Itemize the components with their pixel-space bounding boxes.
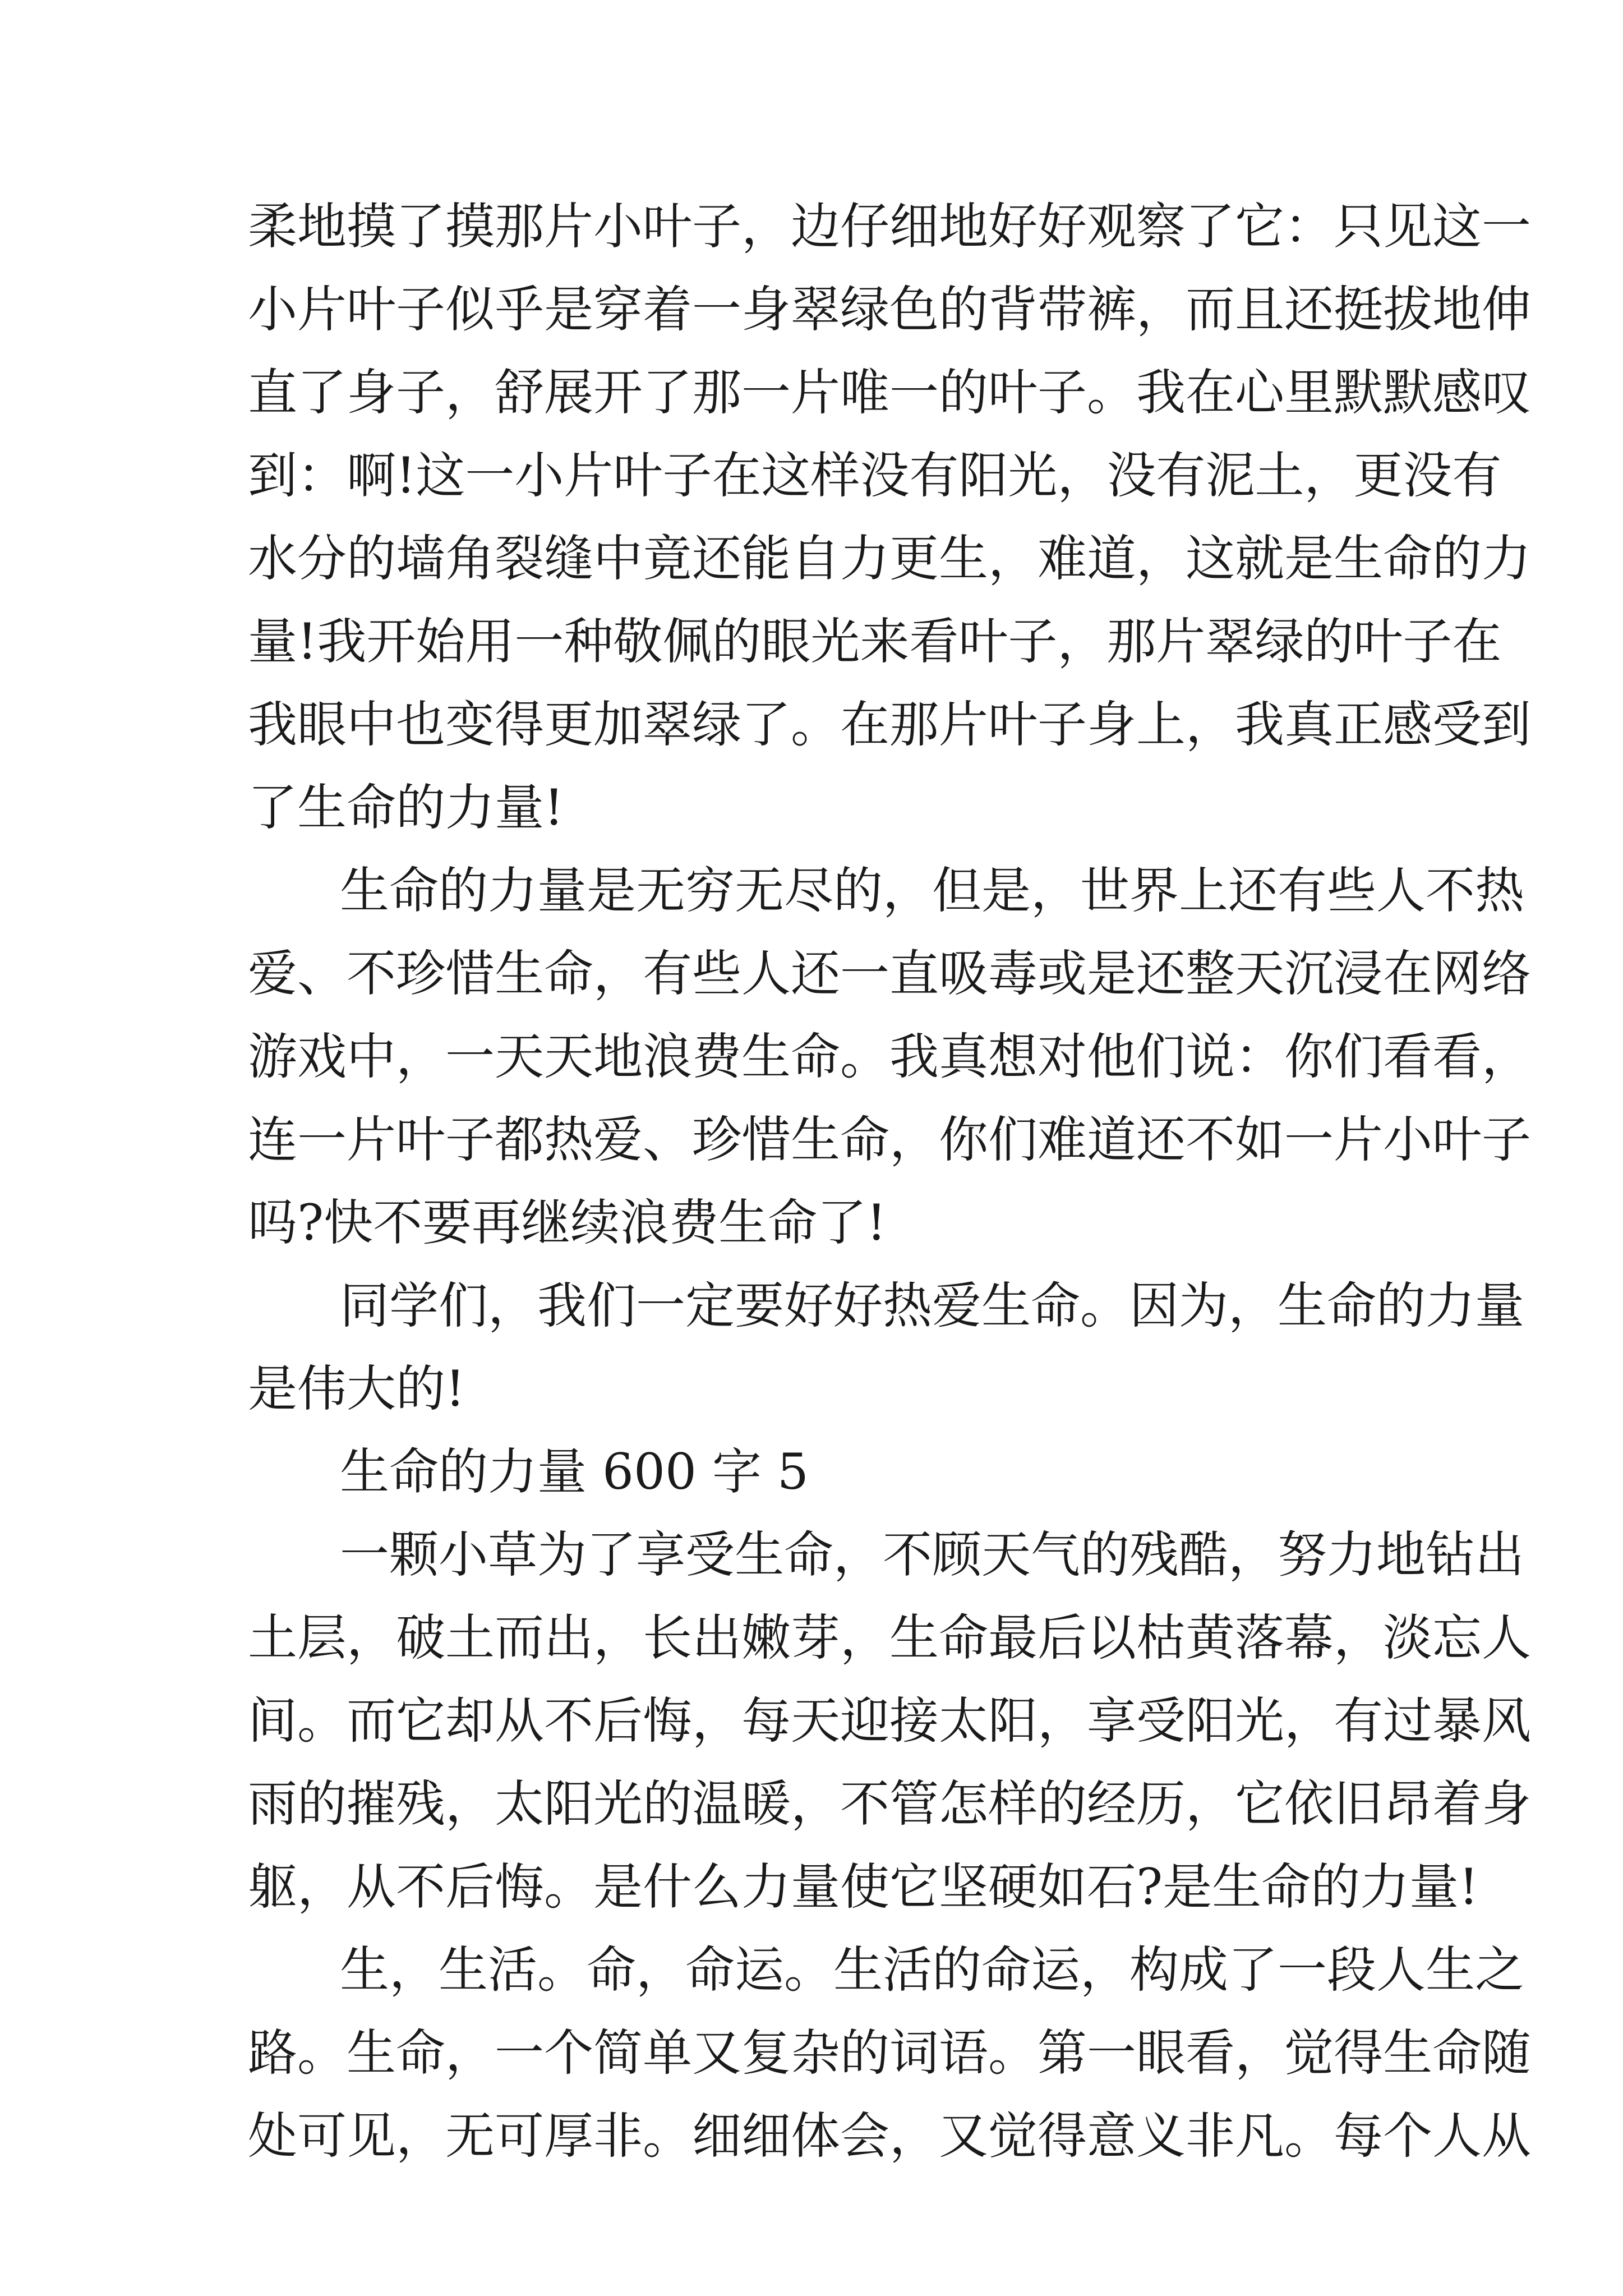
text-line: 直了身子，舒展开了那一片唯一的叶子。我在心里默默感叹	[248, 364, 1532, 421]
text-line: 雨的摧残，太阳光的温暖，不管怎样的经历，它依旧昂着身	[248, 1775, 1532, 1833]
text-line: 生，生活。命，命运。生活的命运，构成了一段人生之	[340, 1941, 1525, 1999]
text-line: 了生命的力量!	[248, 779, 564, 836]
text-line: 土层，破土而出，长出嫩芽，生命最后以枯黄落幕，淡忘人	[248, 1609, 1532, 1667]
text-line: 我眼中也变得更加翠绿了。在那片叶子身上，我真正感受到	[248, 696, 1532, 753]
text-line: 躯，从不后悔。是什么力量使它坚硬如石?是生命的力量!	[248, 1858, 1479, 1916]
text-line: 生命的力量 600 字 5	[340, 1443, 809, 1501]
text-line: 路。生命，一个简单又复杂的词语。第一眼看，觉得生命随	[248, 2024, 1532, 2082]
text-line: 同学们，我们一定要好好热爱生命。因为，生命的力量	[340, 1277, 1525, 1335]
text-line: 处可见，无可厚非。细细体会，又觉得意义非凡。每个人从	[248, 2107, 1532, 2165]
text-line: 一颗小草为了享受生命，不顾天气的残酷，努力地钻出	[340, 1526, 1525, 1584]
text-line: 量!我开始用一种敬佩的眼光来看叶子，那片翠绿的叶子在	[248, 613, 1502, 670]
text-line: 柔地摸了摸那片小叶子，边仔细地好好观察了它：只见这一	[248, 197, 1532, 255]
text-line: 是伟大的!	[248, 1360, 465, 1418]
text-line: 生命的力量是无穷无尽的，但是，世界上还有些人不热	[340, 862, 1525, 919]
document-body	[248, 185, 1532, 2178]
text-line: 小片叶子似乎是穿着一身翠绿色的背带裤，而且还挺拔地伸	[248, 280, 1532, 338]
text-line: 游戏中，一天天地浪费生命。我真想对他们说：你们看看，	[248, 1028, 1532, 1085]
text-line: 间。而它却从不后悔，每天迎接太阳，享受阳光，有过暴风	[248, 1692, 1532, 1750]
text-line: 连一片叶子都热爱、珍惜生命，你们难道还不如一片小叶子	[248, 1111, 1532, 1168]
text-line: 水分的墙角裂缝中竟还能自力更生，难道，这就是生命的力	[248, 530, 1532, 587]
text-line: 爱、不珍惜生命，有些人还一直吸毒或是还整天沉浸在网络	[248, 945, 1532, 1002]
text-line: 到：啊!这一小片叶子在这样没有阳光，没有泥土，更没有	[248, 447, 1502, 504]
text-line: 吗?快不要再继续浪费生命了!	[248, 1194, 887, 1251]
